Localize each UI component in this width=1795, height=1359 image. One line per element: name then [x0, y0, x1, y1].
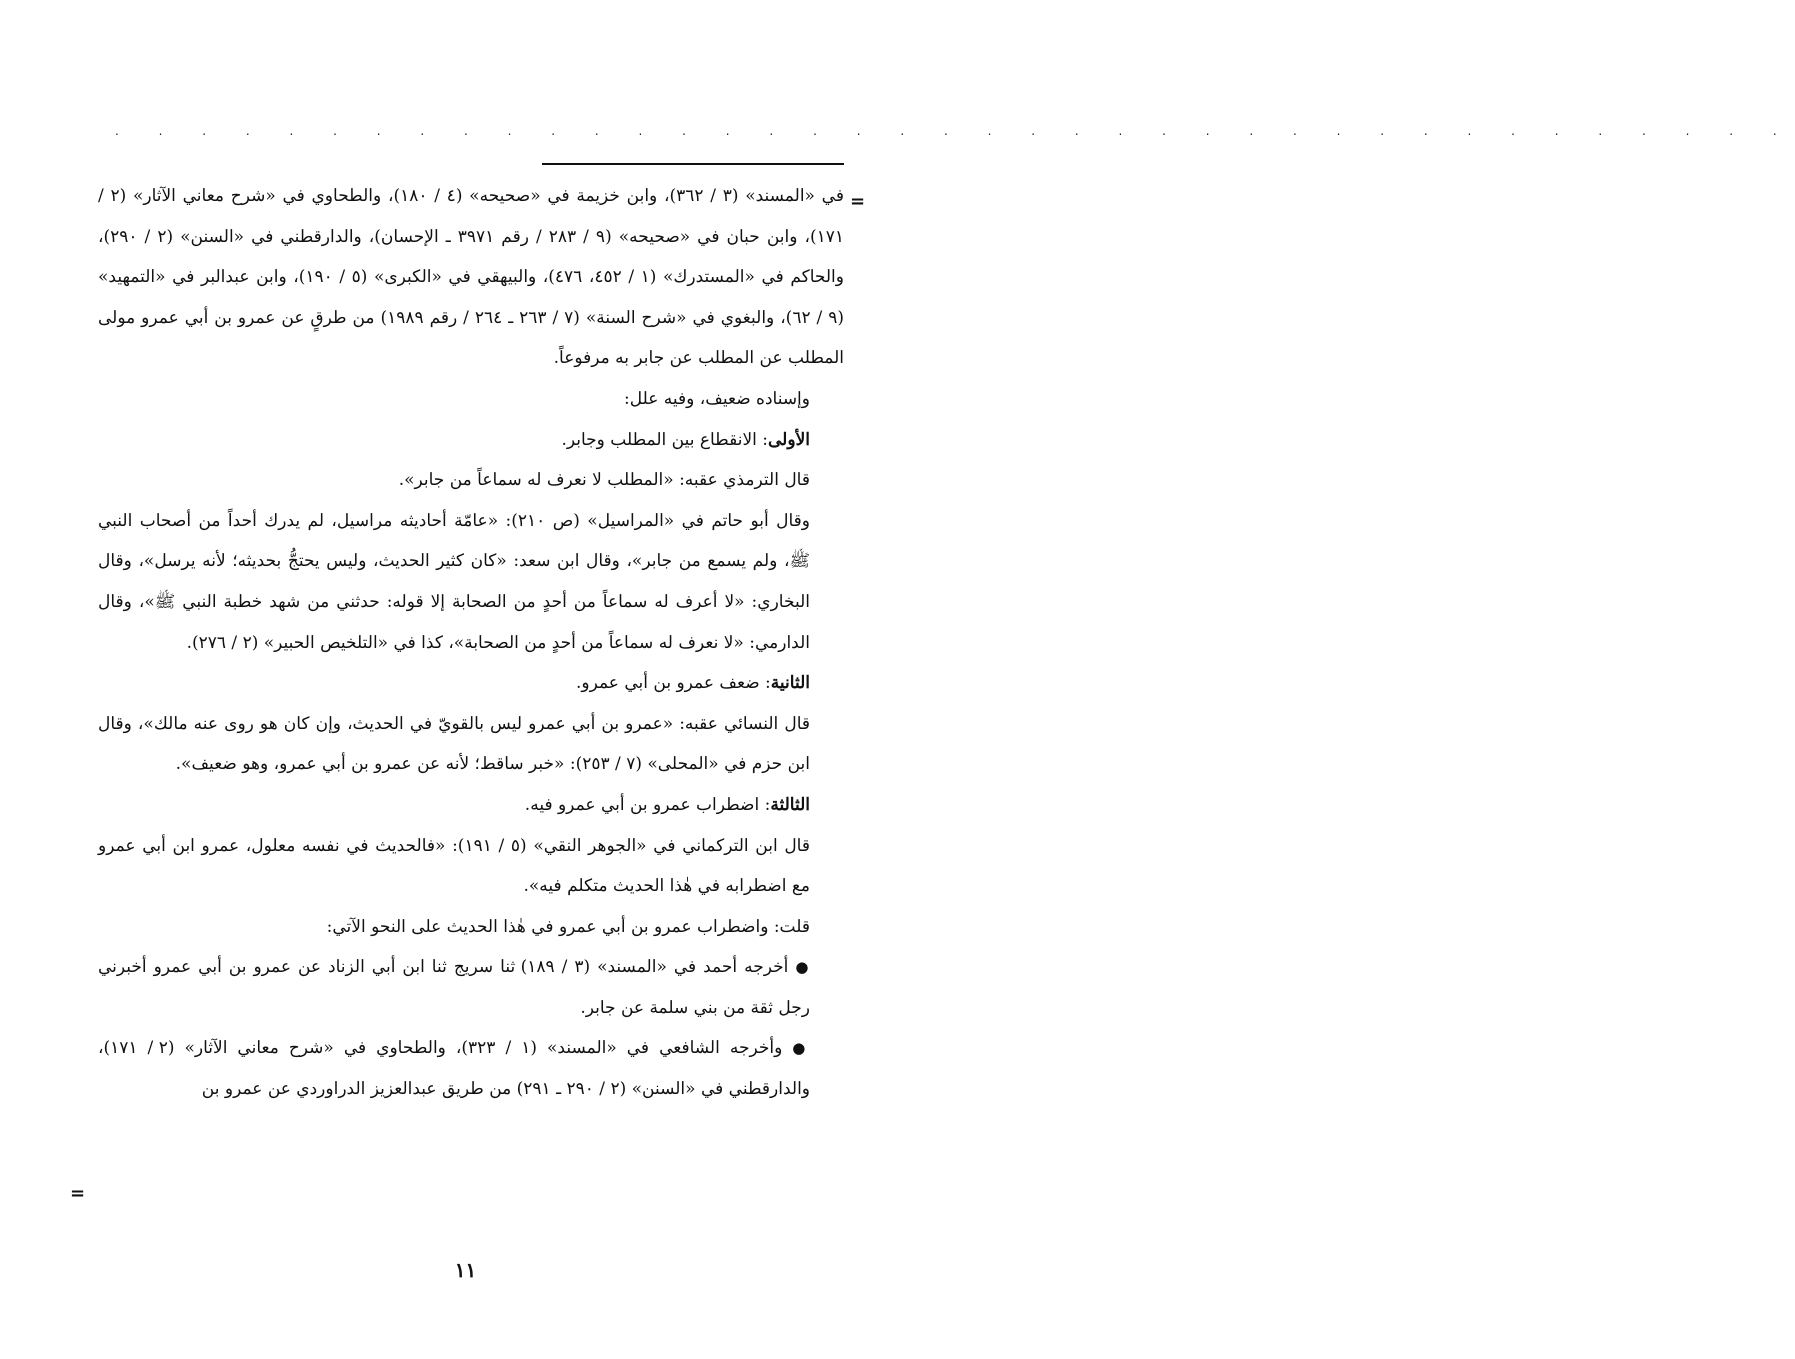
qultu-paragraph: قلت: واضطراب عمرو بن أبي عمرو في هٰذا الحديث على النحو الآتي: — [326, 916, 810, 937]
ahmad-text: أخرجه أحمد في «المسند» (٣ / ١٨٩) ثنا سريج ثنا ابن أبي الزناد عن عمرو بن أبي عمرو أخبرني رجل ثقة من بني سلمة عن جابر. — [98, 957, 810, 1018]
footnote-sources-paragraph: في «المسند» (٣ / ٣٦٢)، وابن خزيمة في «صحيحه» (٤ / ١٨٠)، والطحاوي في «شرح معاني الآثار» (٢ / ١٧١)، وابن حبان في «صحيحه» (٩ / ٢٨٣ / رقم ٣٩٧١ ـ الإحسان)، والدارقطني في «السنن» (٢ / ٢٩٠)، والحاكم في «المستدرك» (١ / ٤٥٢، ٤٧٦)، والبيهقي في «الكبرى» (٥ / ١٩٠)، وابن عبدالبر في «التمهيد» (٩ / ٦٢)، والبغوي في «شرح السنة» (٧ / ٢٦٣ ـ ٢٦٤ / رقم ١٩٨٩) من طرقٍ عن عمرو بن أبي عمرو مولى المطلب عن المطلب عن جابر به مرفوعاً. — [98, 186, 844, 369]
page-number: ١١ — [454, 1258, 477, 1282]
second-defect-paragraph — [98, 663, 844, 704]
nasai-paragraph: قال النسائي عقبه: «عمرو بن أبي عمرو ليس بالقويّ في الحديث، وإن كان هو روى عنه مالك»، وقال ابن حزم في «المحلى» (٧ / ٢٥٣): «خبر ساقط؛ لأنه عن عمرو بن أبي عمرو، وهو ضعيف». — [98, 713, 810, 775]
continuation-mark-top: = — [850, 191, 866, 212]
footnote-text-block — [98, 176, 844, 1110]
bullet-icon: ● — [792, 1039, 810, 1058]
first-defect-label: الأولى — [768, 429, 810, 450]
abu-hatim-paragraph: وقال أبو حاتم في «المراسيل» (ص ٢١٠): «عامّة أحاديثه مراسيل، لم يدرك أحداً من أصحاب النبي ﷺ، ولم يسمع من جابر»، وقال ابن سعد: «كان كثير الحديث، وليس يحتجُّ بحديثه؛ لأنه يرسل»، وقال البخاري: «لا أعرف له سماعاً من أحدٍ من الصحابة إلا قوله: حدثني من شهد خطبة النبي ﷺ»، وقال الدارمي: «لا نعرف له سماعاً من أحدٍ من الصحابة»، كذا في «التلخيص الحبير» (٢ / ٢٧٦). — [98, 510, 810, 653]
second-defect-label: الثانية — [770, 673, 810, 694]
second-defect-text: : ضعف عمرو بن أبي عمرو. — [575, 673, 771, 694]
isnad-paragraph: وإسناده ضعيف، وفيه علل: — [624, 388, 810, 409]
footnote-separator-rule — [542, 163, 844, 165]
third-defect-text: : اضطراب عمرو بن أبي عمرو فيه. — [524, 794, 771, 815]
third-defect-label: الثالثة — [770, 794, 810, 815]
ahmad-paragraph — [98, 947, 844, 1028]
turkmani-paragraph: قال ابن التركماني في «الجوهر النقي» (٥ / ١٩١): «فالحديث في نفسه معلول، عمرو ابن أبي عمرو مع اضطرابه في هٰذا الحديث متكلم فيه». — [98, 835, 810, 897]
first-defect-paragraph — [98, 420, 844, 461]
third-defect-paragraph — [98, 785, 844, 826]
header-dots-ornament: . . . . . . . . . . . . . . . . . . . . . . . . . . . . . . . . . . . . . . . — [115, 124, 1795, 138]
first-defect-text: : الانقطاع بين المطلب وجابر. — [561, 429, 769, 450]
continuation-mark-bottom: = — [70, 1183, 86, 1204]
shafii-text: وأخرجه الشافعي في «المسند» (١ / ٣٢٣)، والطحاوي في «شرح معاني الآثار» (٢ / ١٧١)، والدارقطني في «السنن» (٢ / ٢٩٠ ـ ٢٩١) من طريق عبدالعزيز الدراوردي عن عمرو بن — [98, 1038, 810, 1100]
shafii-paragraph — [98, 1028, 844, 1109]
tirmidhi-paragraph: قال الترمذي عقبه: «المطلب لا نعرف له سماعاً من جابر». — [398, 470, 810, 491]
bullet-icon: ● — [795, 958, 810, 977]
